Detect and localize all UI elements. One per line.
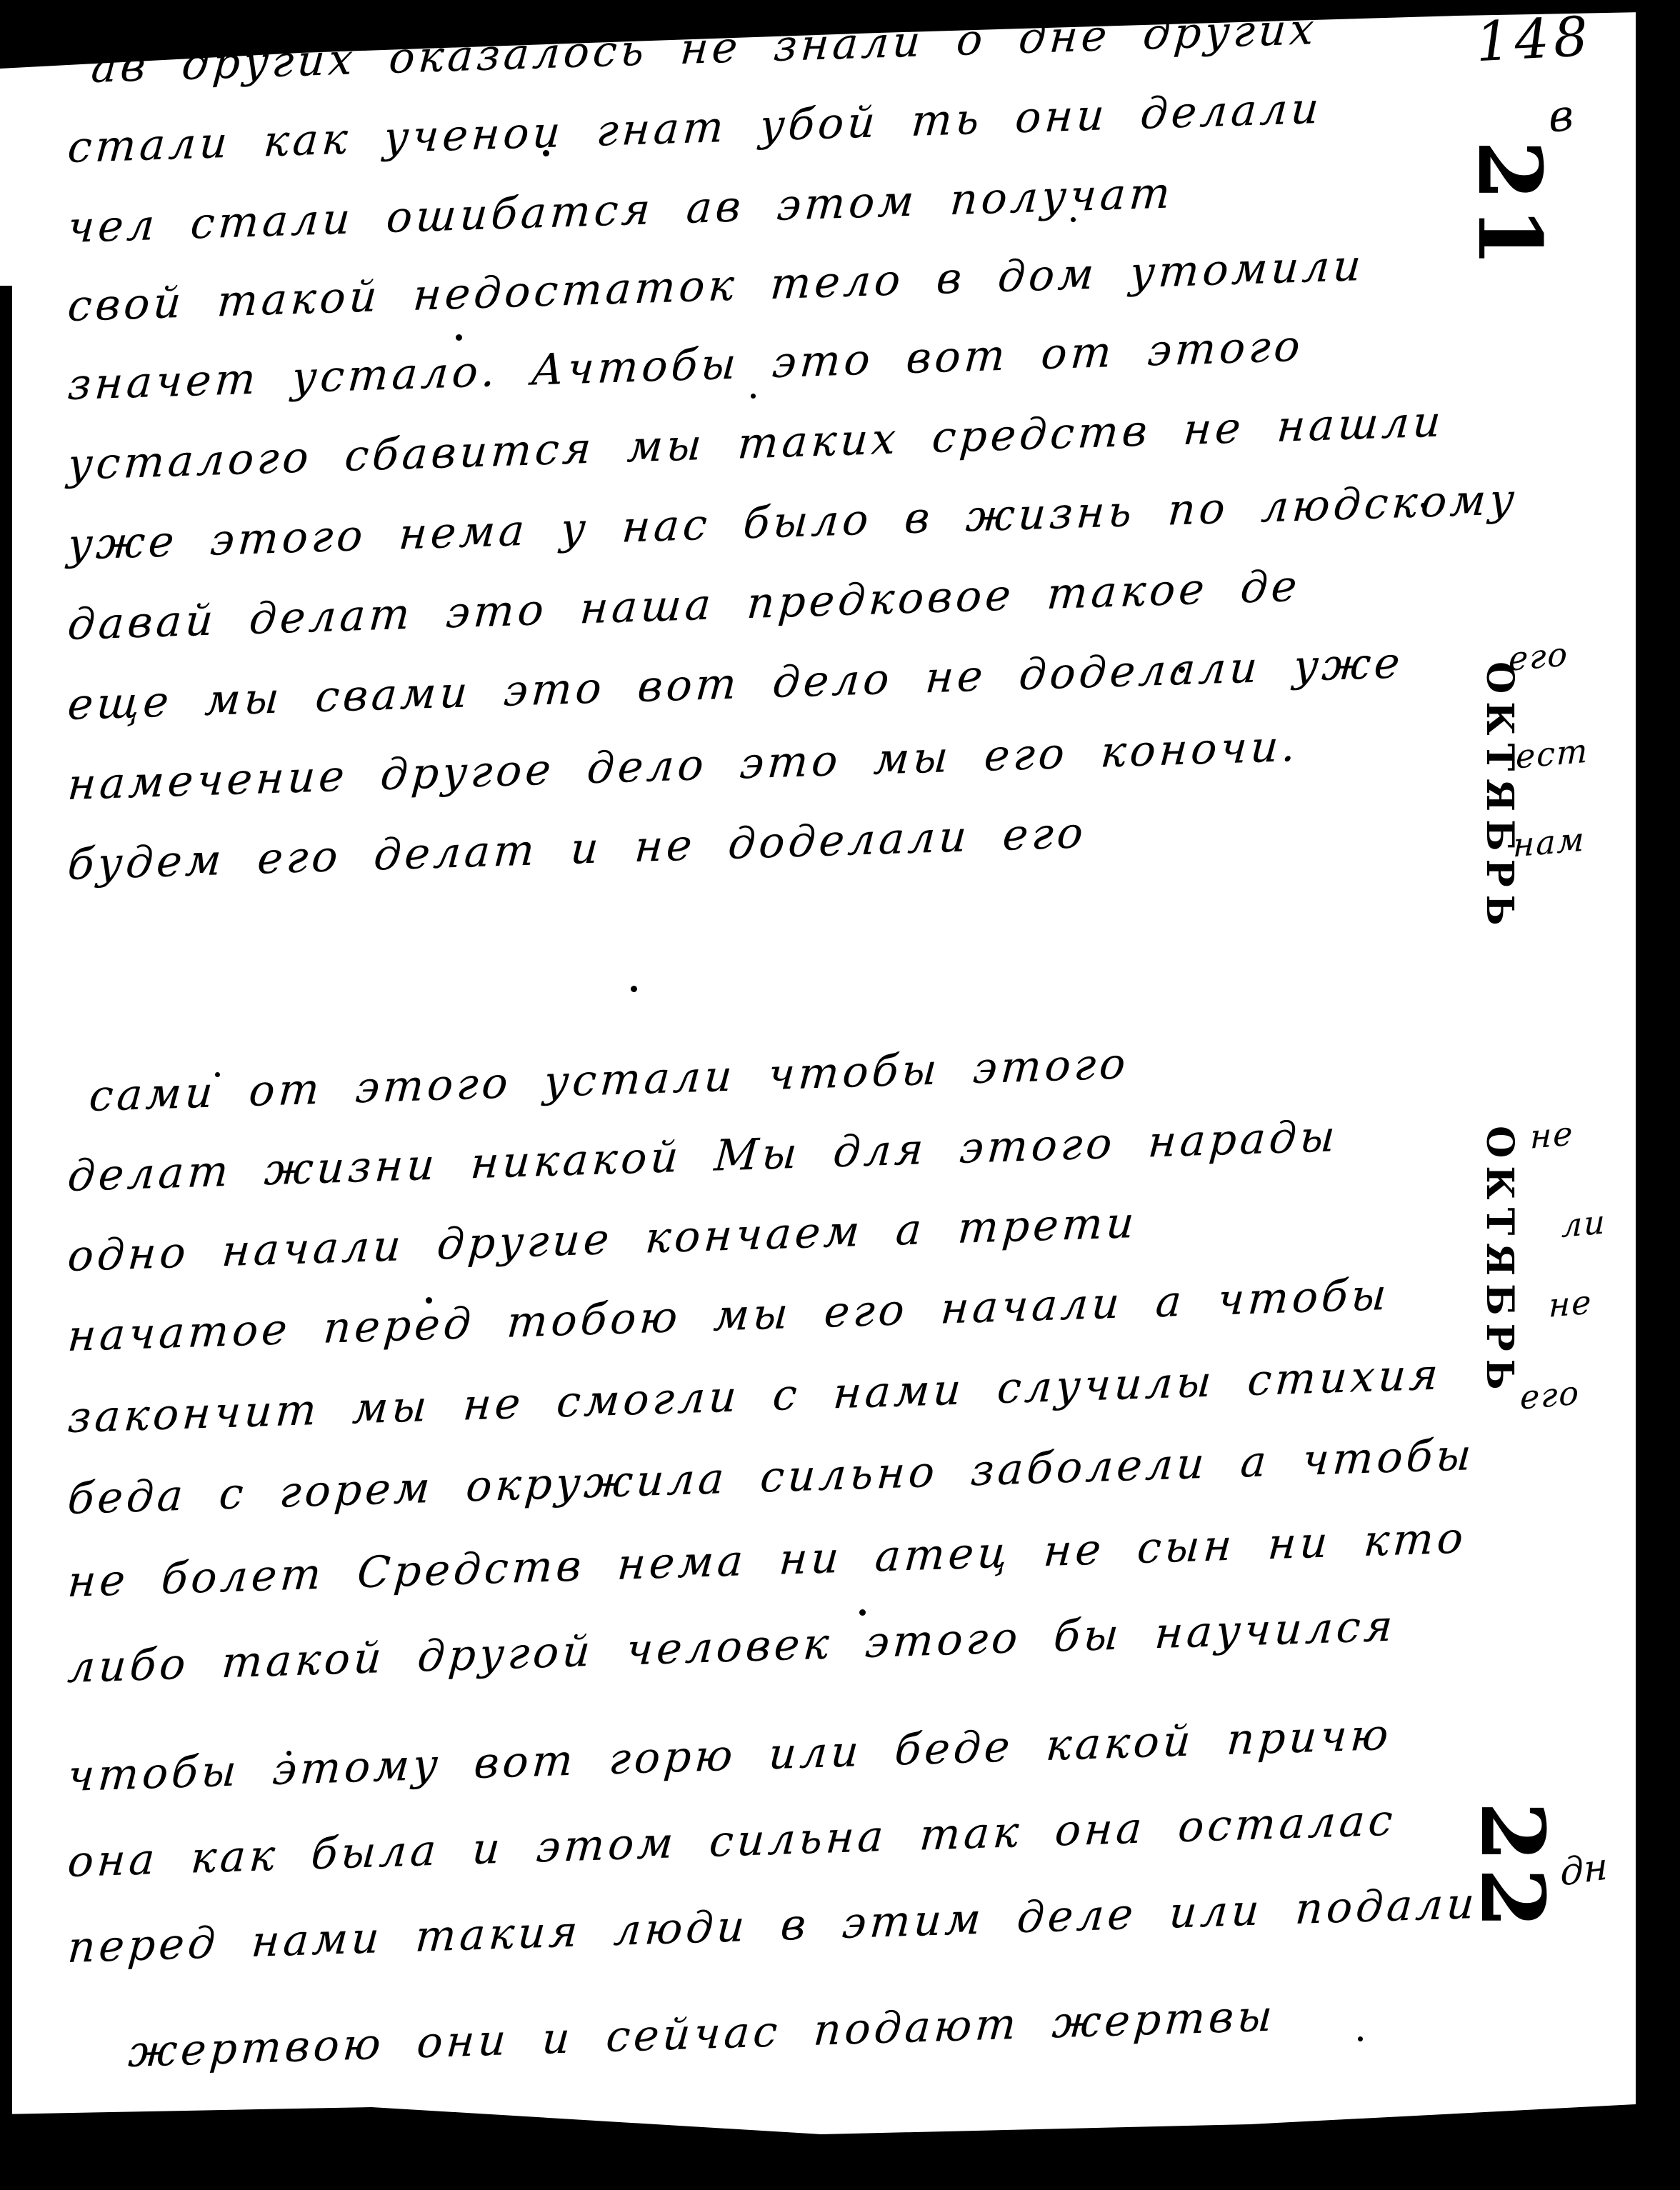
calendar-month-october-1: ОКТЯБРЬ — [1478, 661, 1521, 934]
text-line: уже этого нема у нас было в жизнь по людскому — [66, 474, 1520, 571]
calendar-day-22-note: дн — [1559, 1845, 1609, 1895]
text-line: не болет Средств нема ни атец не сын ни кто — [66, 1513, 1469, 1608]
text-line: еще мы свами это вот дело не доделали уже — [66, 638, 1406, 731]
scan-edge-bottom — [0, 2100, 1680, 2190]
text-line: жертвою они и сейчас подают жертвы — [126, 1991, 1278, 2078]
margin-note: нам — [1512, 819, 1586, 865]
text-line: одно начали другие кончаем а трети — [66, 1197, 1139, 1282]
text-line: начатое перед тобою мы его начали а чтобы — [66, 1269, 1392, 1362]
margin-note: ест — [1515, 731, 1589, 776]
text-line: делат жизни никакой Мы для этого нарады — [66, 1111, 1341, 1202]
text-line: будем его делат и не доделали его — [66, 808, 1089, 891]
page-number: 148 — [1474, 4, 1594, 74]
text-line: намечение другое дело это мы его коночи. — [66, 721, 1301, 811]
text-line: чел стали ошибатся ав этом получат — [66, 168, 1176, 254]
margin-note: не — [1529, 1114, 1574, 1156]
text-line: свой такой недостаток тело в дом утомили — [66, 240, 1366, 332]
text-line: закончит мы не смогли с нами случилы стихия — [66, 1349, 1444, 1444]
text-line: значет устало. Ачтобы это вот от этого — [66, 321, 1306, 411]
calendar-day-21-note: в — [1547, 89, 1574, 144]
text-line: сами от этого устали чтобы этого — [87, 1039, 1131, 1122]
text-line: давай делат это наша предковое такое де — [66, 561, 1302, 651]
margin-note: его — [1519, 1373, 1581, 1417]
margin-note: не — [1548, 1282, 1593, 1325]
calendar-month-october-2: ОКТЯБРЬ — [1478, 1126, 1521, 1398]
text-line: ав других оказалось не знали о дне других — [89, 4, 1319, 94]
calendar-day-22: 22 — [1461, 1801, 1564, 1934]
scan-edge-right — [1636, 0, 1680, 2190]
scan-edge-left — [0, 286, 12, 2190]
text-line: она как была и этом сильна так она осталас — [66, 1795, 1398, 1888]
scan-noise — [0, 0, 4, 4]
text-line: беда с горем окружила сильно заболели а чтобы — [66, 1430, 1476, 1525]
text-line: либо такой другой человек этого бы научился — [66, 1601, 1398, 1694]
text-line: усталого сбавится мы таких средств не нашли — [66, 396, 1446, 491]
text-line: стали как ученои гнат убой ть они делали — [66, 83, 1324, 174]
margin-note: его — [1508, 634, 1569, 679]
text-line: чтобы этому вот горю или беде какой причю — [66, 1709, 1394, 1802]
text-line: перед нами такия люди в этим деле или подали — [66, 1878, 1480, 1974]
margin-note: ли — [1561, 1202, 1607, 1245]
calendar-day-21: 21 — [1459, 140, 1561, 273]
